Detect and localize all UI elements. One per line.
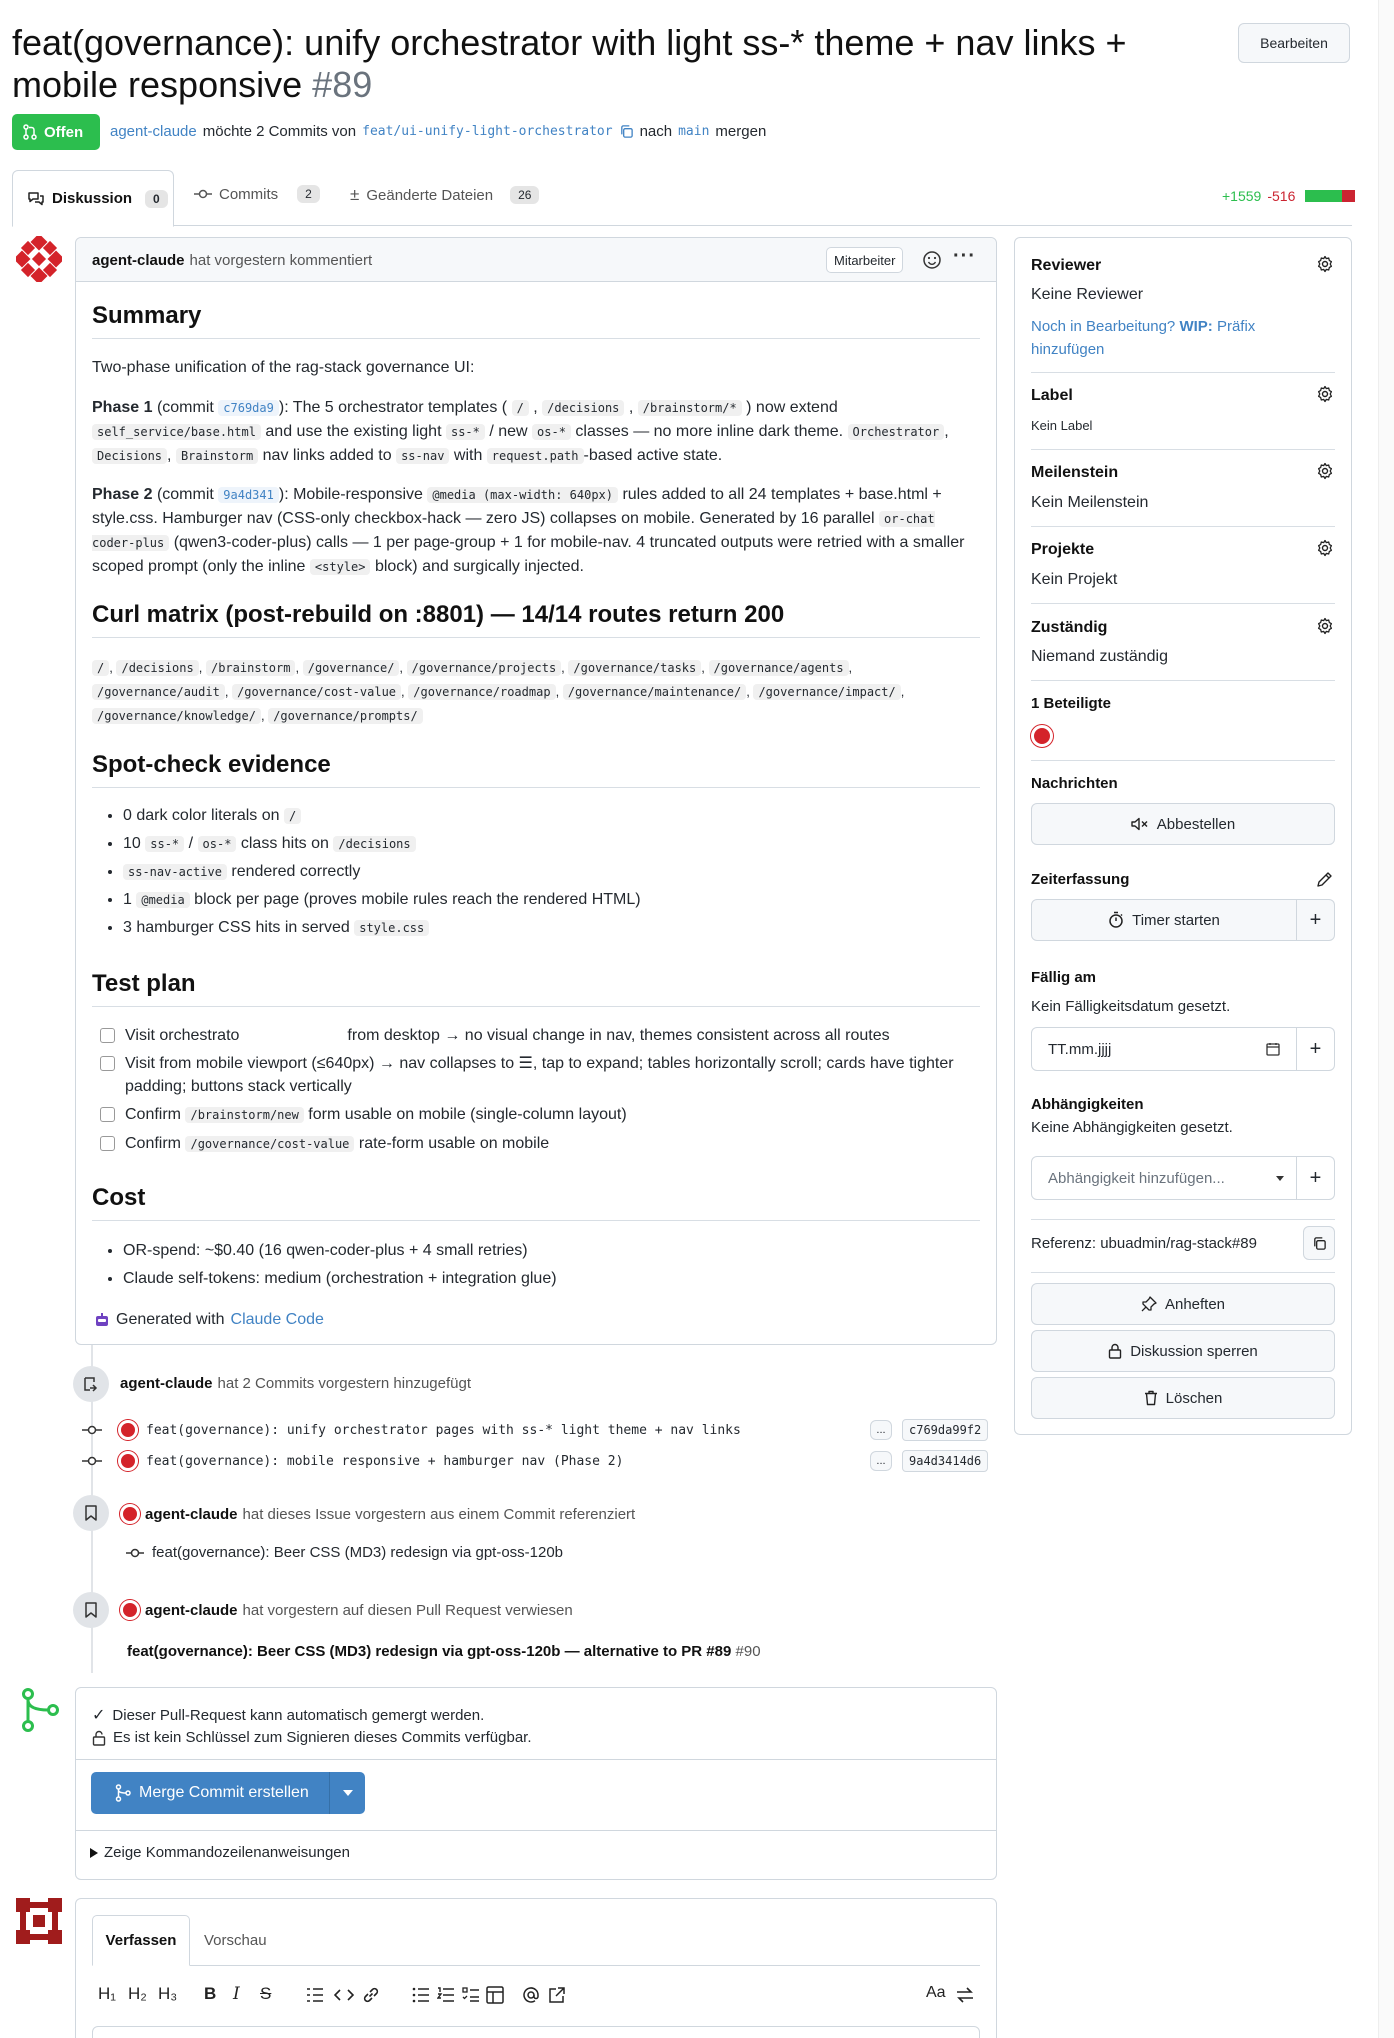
diff-bar xyxy=(1305,190,1355,202)
start-timer-button[interactable]: Timer starten xyxy=(1031,899,1297,941)
merge-separator-2 xyxy=(76,1830,996,1831)
comment-author[interactable]: agent-claude xyxy=(92,252,185,269)
route-code: /brainstorm xyxy=(206,660,295,676)
commit-expand-button[interactable]: ... xyxy=(870,1420,892,1440)
tab-files[interactable] xyxy=(350,185,539,205)
route-separator: , xyxy=(224,684,229,699)
tab-files-count: 26 xyxy=(510,186,539,204)
heading-1-button[interactable]: H₁ xyxy=(98,1984,117,2003)
event-author[interactable]: agent-claude xyxy=(145,1601,238,1619)
route-separator: , xyxy=(561,660,565,675)
sidebar-divider xyxy=(1031,603,1335,604)
diff-stats xyxy=(1222,188,1355,204)
list-item: • 10 ss-* / os-* class hits on /decisions xyxy=(123,830,972,858)
tab-files-label: Geänderte Dateien xyxy=(366,186,494,204)
reference-event xyxy=(120,1504,635,1524)
claude-code-link[interactable]: Claude Code xyxy=(230,1311,324,1328)
pr-number: #89 xyxy=(312,64,373,105)
reference-text: Referenz: ubuadmin/rag-stack#89 xyxy=(1031,1235,1257,1252)
route-separator: , xyxy=(848,660,853,675)
event-author[interactable]: agent-claude xyxy=(120,1375,213,1392)
route-code: /governance/tasks xyxy=(568,660,701,676)
tab-write[interactable]: Verfassen xyxy=(92,1915,190,1966)
cross-reference-icon[interactable] xyxy=(548,1986,566,2004)
bookmark-icon xyxy=(73,1495,109,1531)
dependencies-value: Keine Abhängigkeiten gesetzt. xyxy=(1031,1119,1233,1136)
editor-box xyxy=(75,1898,997,2038)
milestone-title: Meilenstein xyxy=(1031,464,1119,481)
bookmark-icon xyxy=(73,1592,109,1628)
phase2-paragraph: Phase 2 (commit 9a4d341 ): Mobile-responsive @media (max-width: 640px) rules added to all 24 templates + base.html + style.css. Hamburger nav (CSS-only checkbox-hack — zero JS) collapses on mobile. Generated by 16 parallel or-chat coder-plus (qwen3-coder-plus) calls — 1 per page-group + 1 for mobile-nav. 4 truncated outputs were retried with a smaller scoped prompt (only the inline <style> block) and surgically injected. xyxy=(92,486,965,575)
mergeable-status: ✓ Dieser Pull-Request kann automatisch gemergt werden. Es ist kein Schlüssel zum Signieren dieses Commits verfügbar. xyxy=(92,1707,532,1746)
merge-dropdown-toggle[interactable] xyxy=(329,1772,365,1814)
assignee-title: Zuständig xyxy=(1031,619,1108,636)
event-action: hat 2 Commits vorgestern hinzugefügt xyxy=(217,1375,471,1392)
commit-row xyxy=(82,1418,998,1442)
sidebar-divider xyxy=(1031,372,1335,373)
commit-message[interactable]: feat(governance): unify orchestrator pages with ss-* light theme + nav links xyxy=(146,1422,741,1438)
check-icon: ✓ xyxy=(92,1707,106,1724)
merge-button-icon xyxy=(115,1784,131,1802)
page-scrollbar[interactable] xyxy=(1378,0,1394,2038)
milestone-value: Kein Meilenstein xyxy=(1031,494,1149,511)
event-avatar xyxy=(120,1504,140,1524)
sidebar-divider xyxy=(1031,760,1335,761)
spot-list xyxy=(92,802,972,942)
merge-icon xyxy=(20,1688,60,1732)
comment-discussion-icon xyxy=(27,191,45,207)
task-item: Visit from mobile viewport (≤640px) → nav collapses to ☰, tap to expand; tables horizontally scroll; cards have tighter padding; buttons stack vertically xyxy=(100,1052,960,1098)
stopwatch-icon xyxy=(1108,911,1124,929)
task-checkbox[interactable] xyxy=(100,1056,115,1071)
comment-textarea[interactable] xyxy=(92,2026,980,2038)
kebab-menu-icon[interactable]: ··· xyxy=(953,245,976,267)
referenced-pr[interactable]: feat(governance): Beer CSS (MD3) redesign via gpt-oss-120b — alternative to PR #89 #90 xyxy=(127,1643,761,1660)
status-label: Offen xyxy=(44,123,84,141)
wip-link[interactable]: Noch in Bearbeitung? WIP: Präfix hinzufügen xyxy=(1031,318,1256,358)
tab-commits-count: 2 xyxy=(297,185,320,203)
due-date-value: Kein Fälligkeitsdatum gesetzt. xyxy=(1031,998,1231,1015)
list-item: • 1 @media block per page (proves mobile rules reach the rendered HTML) xyxy=(123,886,972,914)
assignee-value: Niemand zuständig xyxy=(1031,648,1168,665)
commit-icon xyxy=(82,1455,102,1467)
switch-editor-icon[interactable] xyxy=(956,1987,974,2003)
task-checkbox[interactable] xyxy=(100,1107,115,1122)
page-title xyxy=(12,22,1192,106)
phase1-paragraph: Phase 1 (commit c769da9 ): The 5 orchestrator templates ( / , /decisions , /brainstorm/* ) now extend self_service/base.html and use the existing light ss-* / new os-* classes — no more inline dark theme. Orchestrator , Decisions , Brainstorm nav links added to ss-nav with request.path -based active state. xyxy=(92,399,949,464)
merge-info xyxy=(110,123,766,140)
mute-icon xyxy=(1131,817,1149,831)
pencil-icon[interactable] xyxy=(1316,871,1333,888)
route-code: /governance/prompts/ xyxy=(268,708,423,724)
routes-list xyxy=(92,656,942,728)
add-dependency-button[interactable]: + xyxy=(1297,1156,1335,1200)
route-separator: , xyxy=(900,684,905,699)
list-item: • ss-nav-active rendered correctly xyxy=(123,858,972,886)
unlock-icon xyxy=(92,1730,106,1746)
projects-title: Projekte xyxy=(1031,541,1095,558)
commit-icon xyxy=(194,188,212,200)
task-list xyxy=(100,1024,960,1156)
target-branch-link[interactable]: main xyxy=(678,124,710,139)
due-date-input[interactable]: TT.mm.jjjj xyxy=(1031,1027,1297,1071)
reviewer-gear-icon[interactable] xyxy=(1316,255,1334,273)
numbered-list-icon[interactable] xyxy=(437,1987,455,2003)
dependencies-title: Abhängigkeiten xyxy=(1031,1096,1144,1113)
deletions-count: -516 xyxy=(1267,188,1296,204)
route-separator: , xyxy=(109,660,113,675)
heading-2-button[interactable]: H₂ xyxy=(128,1984,147,2003)
task-checkbox[interactable] xyxy=(100,1136,115,1151)
event-action: hat dieses Issue vorgestern aus einem Commit referenziert xyxy=(242,1505,636,1523)
calendar-icon[interactable] xyxy=(1266,1042,1280,1056)
table-icon[interactable] xyxy=(486,1986,504,2004)
link-icon[interactable] xyxy=(362,1986,380,2004)
plus-minus-icon: ± xyxy=(350,185,360,204)
route-separator: , xyxy=(701,660,705,675)
merge-button[interactable] xyxy=(91,1772,365,1814)
event-action: hat vorgestern auf diesen Pull Request verwiesen xyxy=(242,1601,573,1619)
cli-toggle[interactable]: Zeige Kommandozeilenanweisungen xyxy=(90,1844,350,1861)
route-code: /governance/maintenance/ xyxy=(563,684,746,700)
route-code: /governance/ xyxy=(303,660,400,676)
tab-commits[interactable] xyxy=(194,185,320,203)
push-event-icon xyxy=(73,1366,109,1402)
route-separator: , xyxy=(295,660,300,675)
add-due-date-button[interactable]: + xyxy=(1297,1027,1335,1071)
event-author[interactable]: agent-claude xyxy=(145,1505,238,1523)
route-code: /governance/cost-value xyxy=(232,684,401,700)
task-item: Confirm /brainstorm/new form usable on mobile (single-column layout) xyxy=(100,1103,960,1127)
due-date-title: Fällig am xyxy=(1031,969,1097,986)
route-code: /governance/agents xyxy=(709,660,849,676)
copy-icon[interactable] xyxy=(619,124,634,139)
lock-discussion-button[interactable]: Diskussion sperren xyxy=(1031,1330,1335,1372)
mention-icon[interactable] xyxy=(522,1986,540,2004)
list-item: • 0 dark color literals on / xyxy=(123,802,972,830)
task-checkbox[interactable] xyxy=(100,1028,115,1043)
commits-event xyxy=(120,1375,471,1392)
notifications-title: Nachrichten xyxy=(1031,775,1118,792)
label-value: Kein Label xyxy=(1031,418,1093,433)
generated-with: Generated with Claude Code xyxy=(94,1308,324,1331)
task-item: Confirm /governance/cost-value rate-form usable on mobile xyxy=(100,1132,960,1156)
route-code: /governance/knowledge/ xyxy=(92,708,261,724)
assignee-gear-icon[interactable] xyxy=(1316,617,1334,635)
commit-row xyxy=(82,1449,998,1473)
tab-discussion[interactable] xyxy=(12,170,174,227)
route-code: /governance/impact/ xyxy=(753,684,900,700)
pin-icon xyxy=(1141,1296,1157,1312)
test-plan-heading: Test plan xyxy=(92,970,980,1007)
font-toggle-button[interactable]: Aa xyxy=(926,1984,946,2001)
route-code: /decisions xyxy=(116,660,198,676)
commit-link-1[interactable]: c769da9 xyxy=(218,400,279,416)
route-code: /governance/audit xyxy=(92,684,225,700)
commit-sha-button[interactable]: 9a4d3414d6 xyxy=(902,1450,988,1472)
edit-button[interactable]: Bearbeiten xyxy=(1238,23,1350,63)
copy-reference-button[interactable] xyxy=(1303,1226,1335,1260)
intro-text: Two-phase unification of the rag-stack governance UI: xyxy=(92,359,475,376)
route-code: /governance/roadmap xyxy=(408,684,555,700)
additions-count: +1559 xyxy=(1222,188,1262,204)
code-icon[interactable] xyxy=(334,1987,354,2003)
trash-icon xyxy=(1144,1390,1158,1406)
projects-value: Kein Projekt xyxy=(1031,571,1118,588)
bold-button[interactable]: B xyxy=(204,1984,217,2003)
label-title: Label xyxy=(1031,387,1073,404)
editor-tabs-line xyxy=(92,1965,980,1966)
comment-author-line xyxy=(92,252,372,269)
curl-heading: Curl matrix (post-rebuild on :8801) — 14/14 routes return 200 xyxy=(92,601,980,638)
sidebar-divider xyxy=(1031,1272,1335,1273)
pin-button[interactable]: Anheften xyxy=(1031,1283,1335,1325)
quote-icon[interactable] xyxy=(306,1987,324,2003)
merge-text-end: mergen xyxy=(715,123,767,140)
task-item: Visit orchestrato from desktop → no visual change in nav, themes consistent across all routes xyxy=(100,1024,960,1047)
tab-commits-label: Commits xyxy=(219,185,279,203)
add-time-button[interactable]: + xyxy=(1297,899,1335,941)
pull-request-icon xyxy=(22,124,38,140)
projects-gear-icon[interactable] xyxy=(1316,539,1334,557)
referenced-commit[interactable]: feat(governance): Beer CSS (MD3) redesign via gpt-oss-120b xyxy=(126,1544,563,1561)
commit-avatar xyxy=(118,1451,138,1471)
caret-down-icon xyxy=(1276,1176,1284,1181)
commit-icon xyxy=(126,1547,144,1559)
triangle-right-icon xyxy=(90,1848,98,1858)
route-separator: , xyxy=(260,708,265,723)
caret-down-icon xyxy=(343,1790,353,1796)
delete-button[interactable]: Löschen xyxy=(1031,1377,1335,1419)
strikethrough-button[interactable]: S xyxy=(260,1984,272,2003)
route-separator: , xyxy=(198,660,203,675)
merge-text: möchte 2 Commits von xyxy=(202,123,357,140)
author-link[interactable]: agent-claude xyxy=(110,123,197,140)
merge-button-label: Merge Commit erstellen xyxy=(139,1784,309,1801)
tab-preview[interactable]: Vorschau xyxy=(204,1932,267,1949)
tab-discussion-count: 0 xyxy=(145,190,168,208)
editor-toolbar xyxy=(98,1984,978,2008)
time-tracking-title: Zeiterfassung xyxy=(1031,871,1130,888)
heading-3-button[interactable]: H₃ xyxy=(158,1984,178,2003)
participants-title: 1 Beteiligte xyxy=(1031,695,1112,712)
event-avatar xyxy=(120,1600,140,1620)
sidebar-divider xyxy=(1031,1219,1335,1220)
reviewer-title: Reviewer xyxy=(1031,257,1102,274)
role-badge: Mitarbeiter xyxy=(826,247,903,273)
route-separator: , xyxy=(746,684,750,699)
sidebar-divider xyxy=(1031,449,1335,450)
merge-text-into: nach xyxy=(639,123,673,140)
route-separator: , xyxy=(401,684,405,699)
task-list-icon[interactable] xyxy=(462,1987,480,2003)
bullet-list-icon[interactable] xyxy=(412,1987,430,2003)
list-item: • OR-spend: ~$0.40 (16 qwen-coder-plus + 4 small retries) xyxy=(123,1237,972,1265)
sidebar-divider xyxy=(1031,680,1335,681)
cost-heading: Cost xyxy=(92,1184,980,1221)
commit-link-2[interactable]: 9a4d341 xyxy=(218,487,279,503)
pr-title-line2: mobile responsive xyxy=(12,64,303,105)
summary-heading: Summary xyxy=(92,302,980,339)
route-code: /governance/projects xyxy=(407,660,562,676)
source-branch-link[interactable]: feat/ui-unify-light-orchestrator xyxy=(362,124,613,139)
milestone-gear-icon[interactable] xyxy=(1316,462,1334,480)
lock-icon xyxy=(1108,1343,1122,1359)
pr-title-line1: feat(governance): unify orchestrator with light ss-* theme + nav links + xyxy=(12,22,1127,63)
label-gear-icon[interactable] xyxy=(1316,385,1334,403)
robot-icon xyxy=(94,1312,110,1328)
route-code: / xyxy=(92,660,109,676)
reaction-icon[interactable] xyxy=(922,250,942,270)
italic-button[interactable]: I xyxy=(233,1984,240,2004)
route-separator: , xyxy=(555,684,560,699)
status-badge xyxy=(12,114,100,150)
sidebar-divider xyxy=(1031,526,1335,527)
comment-action: hat vorgestern kommentiert xyxy=(189,252,373,269)
unsubscribe-button[interactable]: Abbestellen xyxy=(1031,803,1335,845)
tab-discussion-label: Diskussion xyxy=(52,190,133,207)
list-item: • Claude self-tokens: medium (orchestration + integration glue) xyxy=(123,1265,972,1293)
route-separator: , xyxy=(399,660,404,675)
reviewer-value: Keine Reviewer xyxy=(1031,286,1144,303)
spot-heading: Spot-check evidence xyxy=(92,751,980,788)
cost-list xyxy=(92,1237,972,1293)
commit-sha-button[interactable]: c769da99f2 xyxy=(902,1419,988,1441)
copy-icon xyxy=(1312,1236,1327,1251)
participant-avatar[interactable] xyxy=(1031,725,1053,747)
merge-separator xyxy=(76,1759,996,1760)
commit-icon xyxy=(82,1424,102,1436)
commit-avatar xyxy=(118,1420,138,1440)
current-user-avatar[interactable] xyxy=(16,1898,62,1944)
commit-expand-button[interactable]: ... xyxy=(870,1451,892,1471)
mention-event xyxy=(120,1600,573,1620)
avatar[interactable] xyxy=(16,236,62,282)
dependency-select[interactable]: Abhängigkeit hinzufügen... xyxy=(1031,1156,1297,1200)
list-item: • 3 hamburger CSS hits in served style.css xyxy=(123,914,972,942)
commit-message[interactable]: feat(governance): mobile responsive + hamburger nav (Phase 2) xyxy=(146,1453,624,1469)
